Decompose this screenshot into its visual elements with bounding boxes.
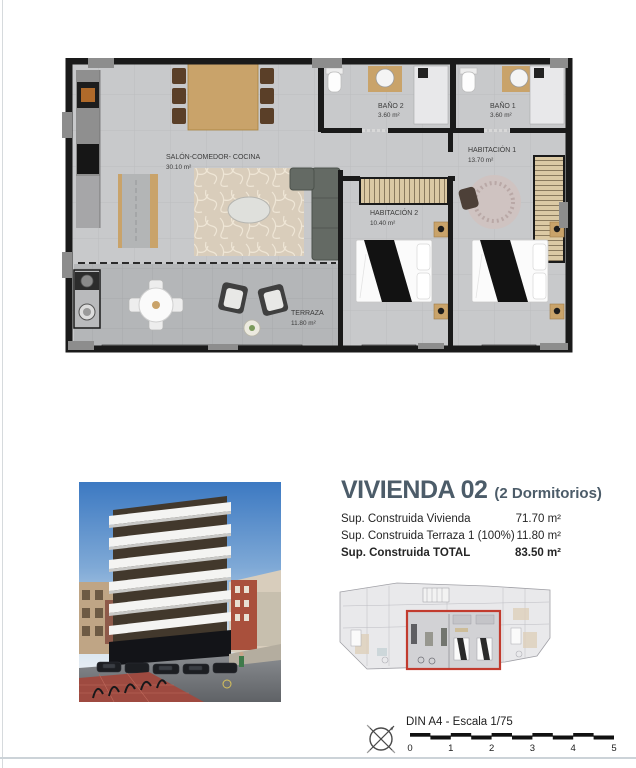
scale-tick: 0 <box>407 743 413 754</box>
unit-title: VIVIENDA 02 <box>341 476 488 504</box>
left-border-line <box>2 0 3 768</box>
compass-icon <box>363 720 399 756</box>
spec-value: 83.50 m² <box>514 547 561 559</box>
room-label-terraza-name: TERRAZA <box>291 310 324 317</box>
spec-row-total <box>341 545 561 562</box>
left-neighbor-buildings <box>79 582 113 654</box>
room-label-hab2-name: HABITACIÓN 2 <box>370 210 419 217</box>
coffee-table <box>228 197 270 223</box>
room-label-bano1-name: BAÑO 1 <box>490 103 516 110</box>
main-building <box>109 496 231 674</box>
scale-tick: 5 <box>611 743 617 754</box>
kitchen-counter <box>76 70 100 228</box>
room-label-bano2-name: BAÑO 2 <box>378 103 404 110</box>
unit-subtitle: (2 Dormitorios) <box>494 485 602 502</box>
unit-title-block <box>341 476 602 505</box>
room-label-hab2-area: 10.40 m² <box>370 220 396 227</box>
wardrobe-bedroom-2 <box>360 178 448 204</box>
surface-specs <box>341 511 561 562</box>
spec-row-terraza <box>341 528 561 545</box>
spec-value: 11.80 m² <box>516 530 561 542</box>
key-plan <box>337 580 553 678</box>
scale-tick-labels <box>407 743 616 754</box>
scale-bar-wrap <box>406 716 622 761</box>
building-photo <box>79 482 281 702</box>
terrace-floor <box>74 264 338 347</box>
right-street-buildings <box>229 570 281 658</box>
spec-value: 71.70 m² <box>515 513 561 525</box>
floor-plan <box>62 58 576 353</box>
kitchen-island <box>118 174 158 248</box>
laundry-closet <box>74 270 100 328</box>
room-label-hab1-area: 13.70 m² <box>468 157 494 164</box>
room-label-bano2-area: 3.60 m² <box>378 112 400 119</box>
scale-block <box>363 716 623 760</box>
room-label-bano1-area: 3.60 m² <box>490 112 512 119</box>
pedestrian <box>239 652 244 667</box>
scale-bar <box>406 730 622 756</box>
spec-label: Sup. Construida TOTAL <box>341 547 471 559</box>
scale-bar-label: DIN A4 - Escala 1/75 <box>406 716 513 728</box>
spec-label: Sup. Construida Terraza 1 (100%) <box>341 530 515 542</box>
spec-label: Sup. Construida Vivienda <box>341 513 471 525</box>
scale-tick: 4 <box>570 743 576 754</box>
spec-row-vivienda <box>341 511 561 528</box>
room-label-hab1-name: HABITACIÓN 1 <box>468 147 517 154</box>
parked-cars <box>97 662 237 674</box>
key-plan-highlight-unit <box>407 611 500 669</box>
scale-tick: 1 <box>448 743 454 754</box>
room-label-terraza-area: 11.80 m² <box>291 320 316 327</box>
scale-tick: 3 <box>529 743 536 754</box>
room-label-salon-area: 30.10 m² <box>166 164 192 171</box>
room-label-salon-name: SALÓN-COMEDOR- COCINA <box>166 154 261 161</box>
scale-tick: 2 <box>488 743 495 754</box>
